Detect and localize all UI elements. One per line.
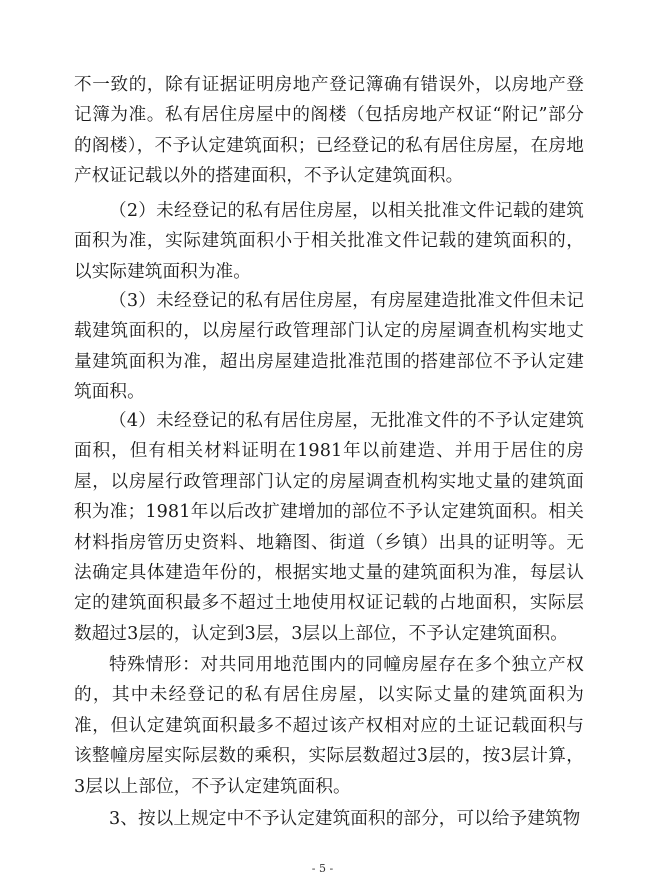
paragraph-item-3: （3）未经登记的私有居住房屋，有房屋建造批准文件但未记载建筑面积的，以房屋行政管理部门认定的房屋调查机构实地丈量建筑面积为准，超出房屋建造批准范围的搭建部位不予认定建筑面积。 <box>74 291 584 403</box>
paragraph-item-4: （4）未经登记的私有居住房屋，无批准文件的不予认定建筑面积，但有相关材料证明在1981年以前建造、并用于居住的房屋，以房屋行政管理部门认定的房屋调查机构实地丈量的建筑面积为准；1981年以后改扩建增加的部位不予认定建筑面积。相关材料指房管历史资料、地籍图、街道（乡镇）出具的证明等。无法确定具体建造年份的，根据实地丈量的建筑面积为准，每层认定的建筑面积最多不超过土地使用权证记载的占地面积，实际层数超过3层的，认定到3层，3层以上部位，不予认定建筑面积。 <box>74 411 584 644</box>
paragraph-continuation: 不一致的，除有证据证明房地产登记簿确有错误外，以房地产登记簿为准。私有居住房屋中的阁楼（包括房地产权证“附记”部分的阁楼），不予认定建筑面积；已经登记的私有居住房屋，在房地产权证记载以外的搭建面积，不予认定建筑面积。 <box>74 75 584 187</box>
paragraph-item-2: （2）未经登记的私有居住房屋，以相关批准文件记载的建筑面积为准，实际建筑面积小于相关批准文件记载的建筑面积的，以实际建筑面积为准。 <box>74 201 584 282</box>
paragraph-section-3: 3、按以上规定中不予认定建筑面积的部分，可以给予建筑物 <box>109 809 581 829</box>
paragraph-special-case: 特殊情形：对共同用地范围内的同幢房屋存在多个独立产权的，其中未经登记的私有居住房屋，以实际丈量的建筑面积为准，但认定建筑面积最多不超过该产权相对应的土证记载面积与该整幢房屋实际层数的乘积，实际层数超过3层的，按3层计算，3层以上部位，不予认定建筑面积。 <box>74 655 584 797</box>
page-number: - 5 - <box>311 862 334 875</box>
